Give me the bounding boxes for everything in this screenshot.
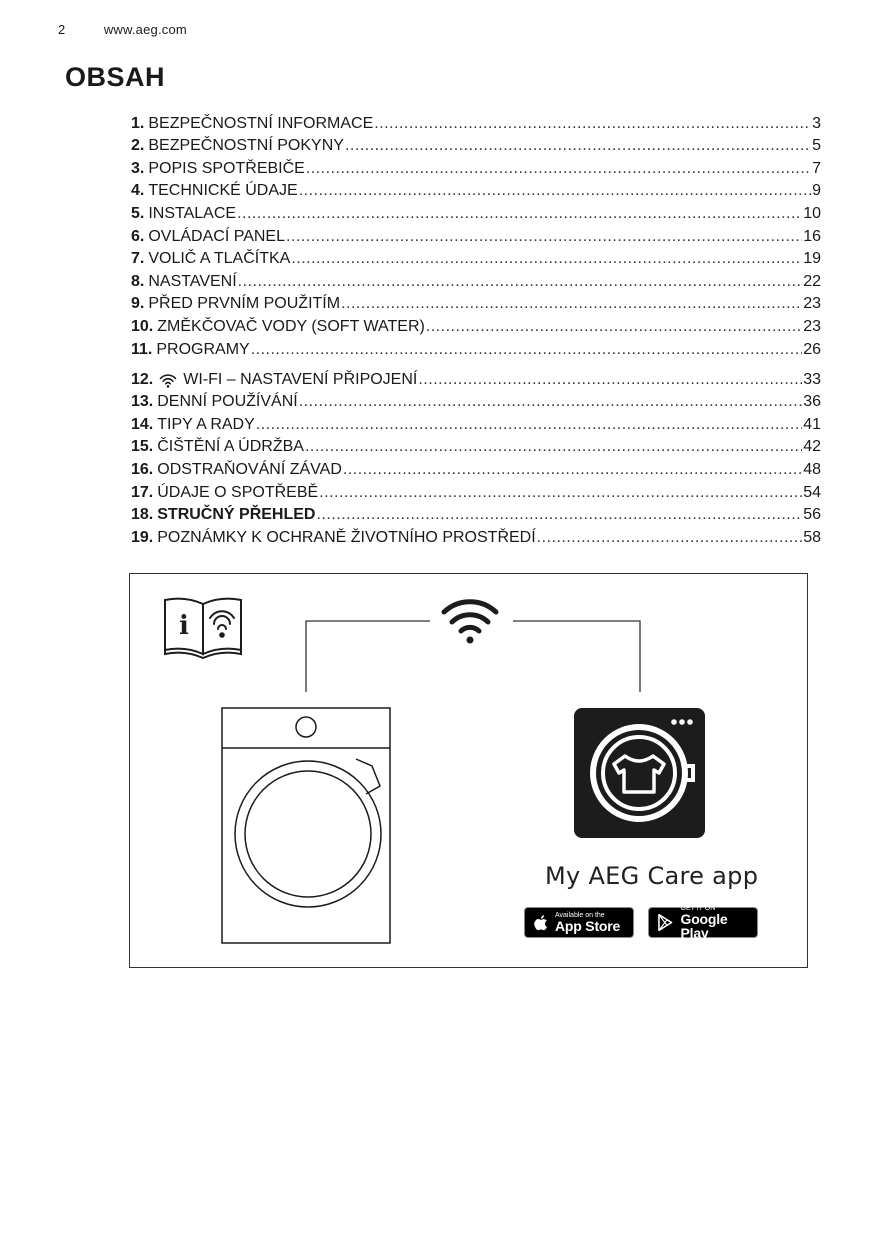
table-of-contents	[131, 111, 821, 548]
toc-entry[interactable]: 5. INSTALACE ..... 10	[131, 201, 821, 224]
washing-machine-icon	[222, 708, 390, 943]
info-manual-wifi-icon	[165, 599, 241, 658]
toc-entry[interactable]: 12. WI-FI – NASTAVENÍ PŘIPOJENÍ ..... 33	[131, 360, 821, 390]
toc-entry[interactable]: 14. TIPY A RADY ..... 41	[131, 412, 821, 435]
toc-entry[interactable]: 4. TECHNICKÉ ÚDAJE ..... 9	[131, 179, 821, 202]
toc-entry[interactable]: 8. NASTAVENÍ ..... 22	[131, 269, 821, 292]
wifi-icon	[444, 602, 496, 644]
toc-entry[interactable]: 15. ČIŠTĚNÍ A ÚDRŽBA ..... 42	[131, 435, 821, 458]
toc-entry[interactable]: 16. ODSTRAŇOVÁNÍ ZÁVAD ..... 48	[131, 457, 821, 480]
page-number: 2	[58, 22, 66, 37]
app-store-badge[interactable]: Available on the App Store	[524, 907, 634, 938]
app-caption: My AEG Care app	[545, 862, 759, 890]
toc-entry[interactable]: 10. ZMĚKČOVAČ VODY (SOFT WATER) ..... 23	[131, 314, 821, 337]
connector-lines	[306, 621, 640, 692]
toc-entry[interactable]: 19. POZNÁMKY K OCHRANĚ ŽIVOTNÍHO PROSTŘEDÍ ..... 58	[131, 525, 821, 548]
toc-entry[interactable]: 13. DENNÍ POUŽÍVÁNÍ ..... 36	[131, 390, 821, 413]
toc-entry[interactable]: 2. BEZPEČNOSTNÍ POKYNY ..... 5	[131, 134, 821, 157]
page-header	[58, 22, 187, 37]
svg-text:i: i	[179, 611, 189, 641]
apple-icon	[533, 913, 549, 932]
wifi-icon	[159, 372, 177, 388]
toc-entry[interactable]: 1. BEZPEČNOSTNÍ INFORMACE ..... 3	[131, 111, 821, 134]
website-link[interactable]: www.aeg.com	[103, 22, 187, 37]
toc-entry[interactable]: 18. STRUČNÝ PŘEHLED ..... 56	[131, 503, 821, 526]
google-play-badge[interactable]: GET IT ON Google Play	[648, 907, 758, 938]
toc-entry[interactable]: 11. PROGRAMY ..... 26	[131, 337, 821, 360]
toc-entry[interactable]: 17. ÚDAJE O SPOTŘEBĚ ..... 54	[131, 480, 821, 503]
google-play-icon	[657, 913, 675, 932]
aeg-care-app-icon	[574, 708, 705, 838]
page-title: OBSAH	[65, 62, 166, 92]
toc-entry[interactable]: 7. VOLIČ A TLAČÍTKA ..... 19	[131, 247, 821, 270]
toc-entry[interactable]: 6. OVLÁDACÍ PANEL ..... 16	[131, 224, 821, 247]
toc-entry[interactable]: 3. POPIS SPOTŘEBIČE ..... 7	[131, 156, 821, 179]
toc-entry[interactable]: 9. PŘED PRVNÍM POUŽITÍM ..... 23	[131, 292, 821, 315]
